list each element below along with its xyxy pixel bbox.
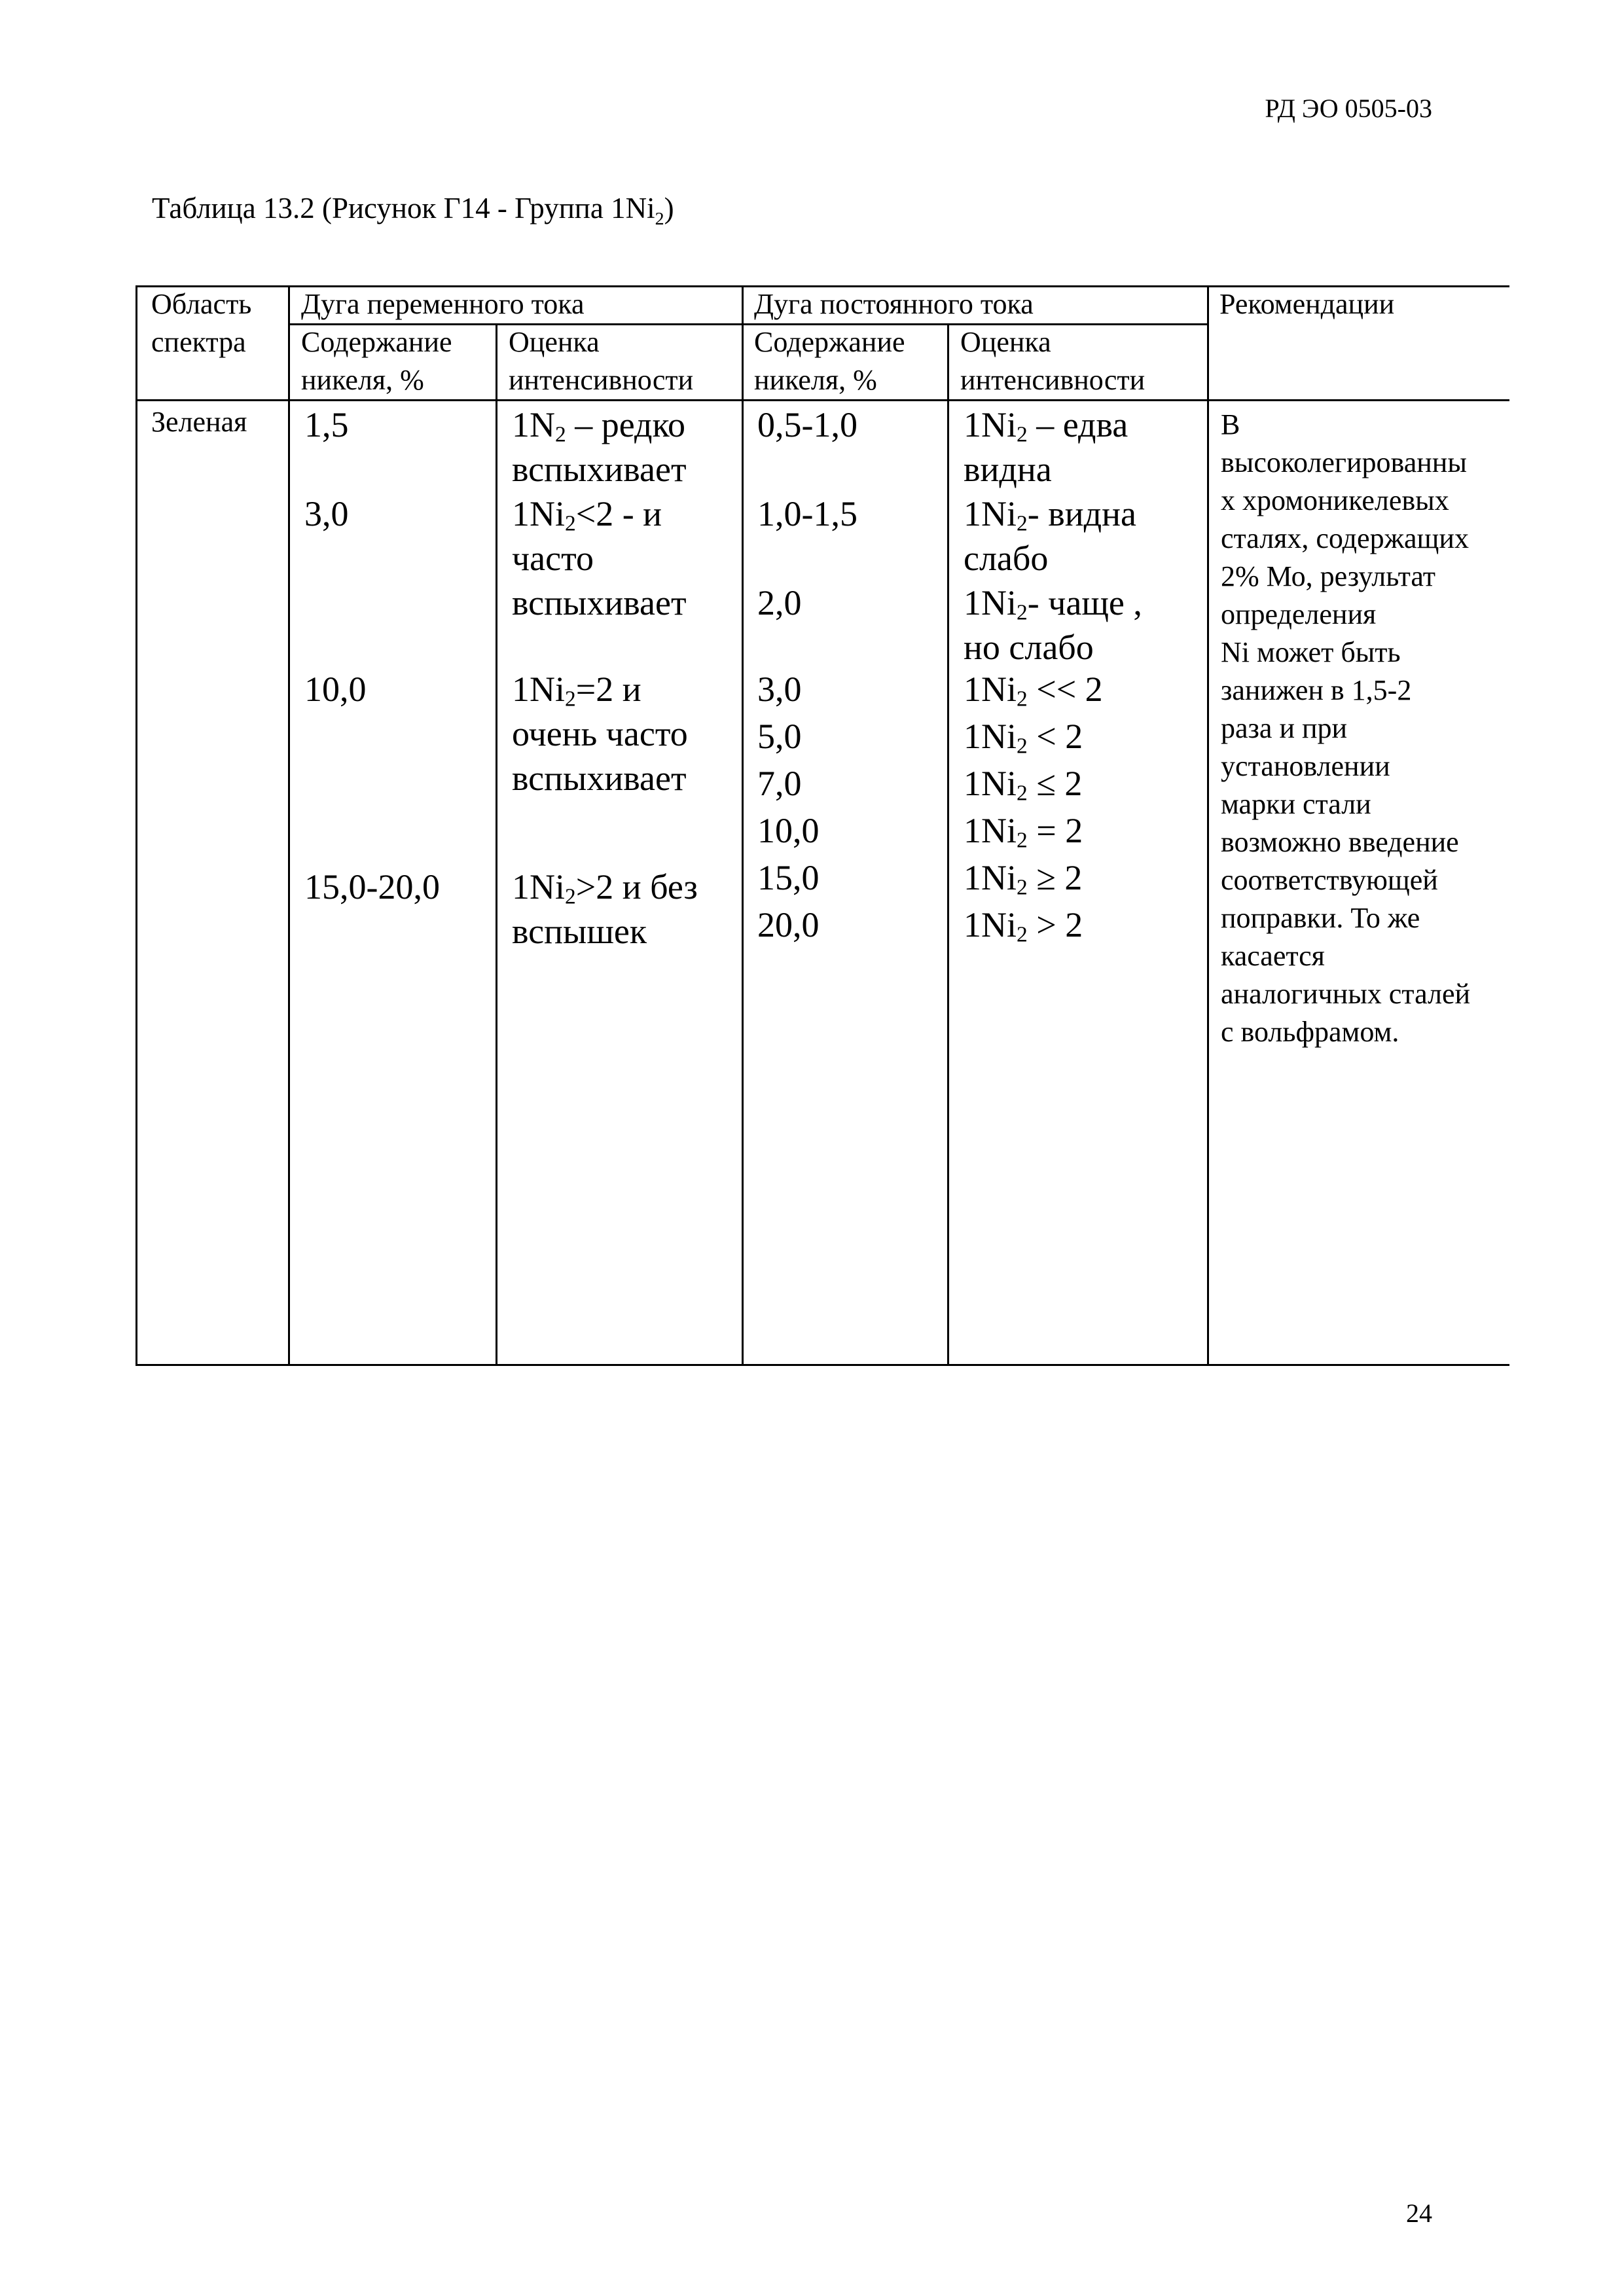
header-region-line1: Область <box>151 288 252 320</box>
dc-content-cell: 0,5-1,0 <box>757 405 857 444</box>
dc-content-cell: 2,0 <box>757 583 802 622</box>
recommendation-line: занижен в 1,5-2 <box>1221 674 1412 706</box>
region-cell: Зеленая <box>151 406 247 438</box>
ac-intensity-line: вспыхивает <box>512 583 687 622</box>
dc-intensity-line: $1Ni_2 < 2$ <box>964 717 1083 759</box>
ac-intensity-line: очень часто <box>512 714 688 753</box>
header-ac-content-line2: никеля, % <box>301 364 424 396</box>
dc-intensity-line: $1Ni_2 \le 2$ <box>964 764 1083 806</box>
dc-content-cell: 10,0 <box>757 811 820 850</box>
recommendation-line: установлении <box>1221 750 1390 782</box>
page-number: 24 <box>1406 2198 1432 2228</box>
ac-intensity-line: $1Ni_2>2$ и без <box>512 867 698 909</box>
ac-intensity-line: $1Ni_2<2 - и$ <box>512 494 662 536</box>
header-dc-group: Дуга постоянного тока <box>754 288 1034 320</box>
header-ac-group: Дуга переменного тока <box>301 288 585 320</box>
ac-intensity-line: $1Ni_2=2$ и <box>512 670 641 711</box>
recommendation-line: соответствующей <box>1221 864 1438 896</box>
dc-intensity-line: $1Ni_2 \ge 2$ <box>964 858 1083 900</box>
ac-intensity-line: $1N_2$ – редко <box>512 405 685 447</box>
column-divider <box>742 285 744 1366</box>
dc-content-cell: 1,0-1,5 <box>757 494 857 533</box>
recommendation-line: поправки. То же <box>1221 902 1420 934</box>
header-bottom-rule <box>135 399 1509 401</box>
recommendation-line: В <box>1221 408 1240 440</box>
dc-content-cell: 5,0 <box>757 717 802 756</box>
column-divider <box>1207 285 1209 1366</box>
dc-intensity-line: $1Ni_2-$ чаще , <box>964 583 1142 625</box>
dc-intensity-line: видна <box>964 450 1052 489</box>
ac-content-cell: 15,0-20,0 <box>304 867 440 906</box>
recommendation-line: марки стали <box>1221 788 1371 820</box>
column-divider <box>947 323 949 1366</box>
dc-intensity-line: слабо <box>964 539 1049 578</box>
dc-content-cell: 7,0 <box>757 764 802 803</box>
recommendation-line: возможно введение <box>1221 826 1459 858</box>
nickel-table <box>135 285 1509 1366</box>
header-dc-intensity-line1: Оценка <box>960 326 1051 358</box>
dc-intensity-line: $1Ni_2-$ видна <box>964 494 1136 536</box>
ac-intensity-line: вспыхивает <box>512 450 687 489</box>
table-title: Таблица 13.2 (Рисунок Г14 - Группа $1Ni_2$) <box>152 192 674 229</box>
recommendation-line: раза и при <box>1221 712 1348 744</box>
ac-intensity-line: вспыхивает <box>512 759 687 798</box>
header-ac-intensity-line2: интенсивности <box>509 364 694 396</box>
recommendation-line: сталях, содержащих <box>1221 522 1469 554</box>
dc-intensity-line: $1Ni_2 > 2$ <box>964 905 1083 947</box>
dc-intensity-line: но слабо <box>964 628 1094 667</box>
recommendation-line: х хромоникелевых <box>1221 484 1449 516</box>
ac-intensity-line: вспышек <box>512 912 647 951</box>
header-recommendations: Рекомендации <box>1219 288 1395 320</box>
table-border-left <box>135 285 137 1366</box>
ac-content-cell: 10,0 <box>304 670 367 709</box>
dc-content-cell: 3,0 <box>757 670 802 709</box>
recommendation-line: аналогичных сталей <box>1221 978 1471 1010</box>
recommendation-line: с вольфрамом. <box>1221 1016 1399 1048</box>
recommendation-line: касается <box>1221 940 1325 972</box>
recommendation-line: высоколегированны <box>1221 446 1467 478</box>
header-ac-intensity-line1: Оценка <box>509 326 600 358</box>
header-dc-content-line2: никеля, % <box>754 364 877 396</box>
dc-content-cell: 15,0 <box>757 858 820 897</box>
header-region-line2: спектра <box>151 326 246 358</box>
recommendation-line: 2% Мо, результат <box>1221 560 1436 592</box>
ac-intensity-line: часто <box>512 539 594 578</box>
dc-intensity-line: $1Ni_2 << 2$ <box>964 670 1103 711</box>
ac-content-cell: 1,5 <box>304 405 349 444</box>
recommendation-line: Ni может быть <box>1221 636 1401 668</box>
recommendation-line: определения <box>1221 598 1377 630</box>
column-divider <box>496 323 497 1366</box>
ac-content-cell: 3,0 <box>304 494 349 533</box>
table-border-bottom <box>135 1364 1509 1366</box>
dc-intensity-line: $1Ni_2$ – едва <box>964 405 1128 447</box>
header-dc-intensity-line2: интенсивности <box>960 364 1146 396</box>
column-divider <box>288 285 290 1366</box>
dc-intensity-line: $1Ni_2 = 2$ <box>964 811 1083 853</box>
header-ac-content-line1: Содержание <box>301 326 452 358</box>
document-code: РД ЭО 0505-03 <box>1265 94 1432 123</box>
header-dc-content-line1: Содержание <box>754 326 905 358</box>
dc-content-cell: 20,0 <box>757 905 820 944</box>
